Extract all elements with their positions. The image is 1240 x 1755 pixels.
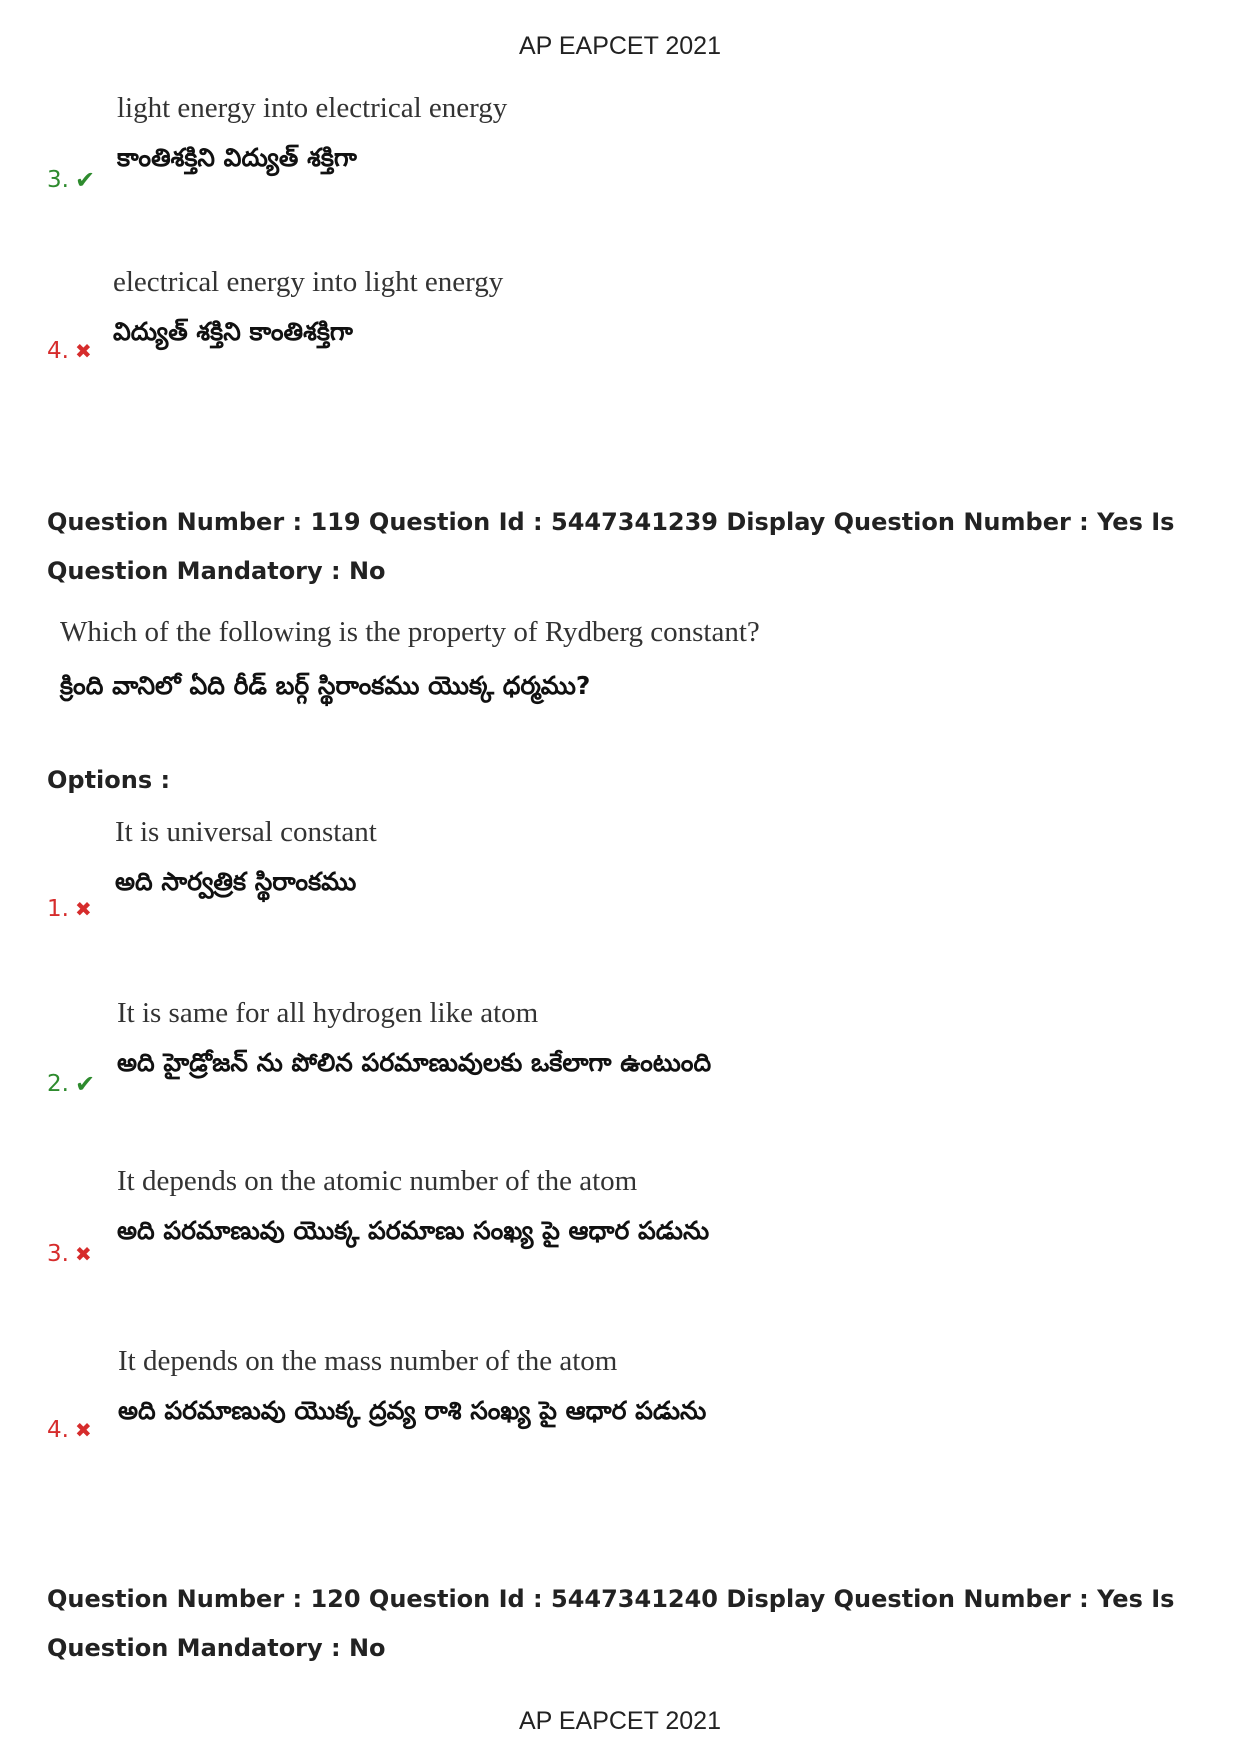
options-label: Options :: [47, 766, 171, 794]
option-text-telugu: అది హైడ్రోజన్ ను పోలిన పరమాణువులకు ఒకేలాగా ఉంటుంది: [117, 1048, 712, 1077]
option-text-english: It depends on the mass number of the atom: [118, 1345, 618, 1377]
option-text-telugu: కాంతిశక్తిని విద్యుత్ శక్తిగా: [117, 143, 357, 172]
option-number: 2.: [47, 1071, 69, 1097]
option-text-telugu: అది పరమాణువు యొక్క పరమాణు సంఖ్య పై ఆధార పడును: [117, 1216, 710, 1245]
cross-icon: ✖: [74, 339, 92, 363]
option-marker: [47, 896, 92, 922]
question-meta: Question Number : 119 Question Id : 5447341239 Display Question Number : Yes Is Question Mandatory : No: [47, 508, 1175, 585]
option-text-telugu: అది సార్వత్రిక స్థిరాంకము: [115, 867, 357, 896]
page-footer: AP EAPCET 2021: [519, 1707, 721, 1735]
cross-icon: ✖: [74, 1242, 92, 1266]
option-text: [117, 92, 507, 179]
option-text-english: electrical energy into light energy: [113, 266, 504, 298]
option-text-english: light energy into electrical energy: [117, 92, 508, 124]
option-text: [118, 1345, 706, 1432]
option-text: [117, 1165, 709, 1252]
option-number: 4.: [47, 1417, 69, 1443]
question-meta: Question Number : 120 Question Id : 5447341240 Display Question Number : Yes Is Question Mandatory : No: [47, 1585, 1175, 1662]
option-marker: [47, 338, 92, 364]
option-text-telugu: విద్యుత్ శక్తిని కాంతిశక్తిగా: [113, 317, 353, 346]
option-text: [117, 997, 711, 1084]
option-text-english: It is universal constant: [115, 816, 377, 848]
option-text-telugu: అది పరమాణువు యొక్క ద్రవ్య రాశి సంఖ్య పై ఆధార పడును: [118, 1396, 707, 1425]
option-text: [113, 266, 503, 353]
option-marker: [47, 1241, 92, 1267]
option-text: [115, 816, 377, 903]
question-text: [60, 616, 760, 707]
cross-icon: ✖: [74, 897, 92, 921]
check-icon: ✔: [74, 1070, 96, 1098]
question-text-telugu: క్రింది వానిలో ఏది రీడ్ బర్గ్ స్థిరాంకము యొక్క ధర్మము?: [60, 671, 591, 700]
option-text-english: It is same for all hydrogen like atom: [117, 997, 539, 1029]
page-header: AP EAPCET 2021: [519, 32, 721, 60]
option-marker: [47, 166, 95, 194]
check-icon: ✔: [74, 166, 96, 194]
option-marker: [47, 1070, 95, 1098]
option-number: 1.: [47, 896, 69, 922]
question-text-english: Which of the following is the property of Rydberg constant?: [60, 616, 760, 648]
option-number: 3.: [47, 167, 69, 193]
option-number: 4.: [47, 338, 69, 364]
option-number: 3.: [47, 1241, 69, 1267]
option-text-english: It depends on the atomic number of the atom: [117, 1165, 638, 1197]
option-marker: [47, 1417, 92, 1443]
cross-icon: ✖: [74, 1418, 92, 1442]
